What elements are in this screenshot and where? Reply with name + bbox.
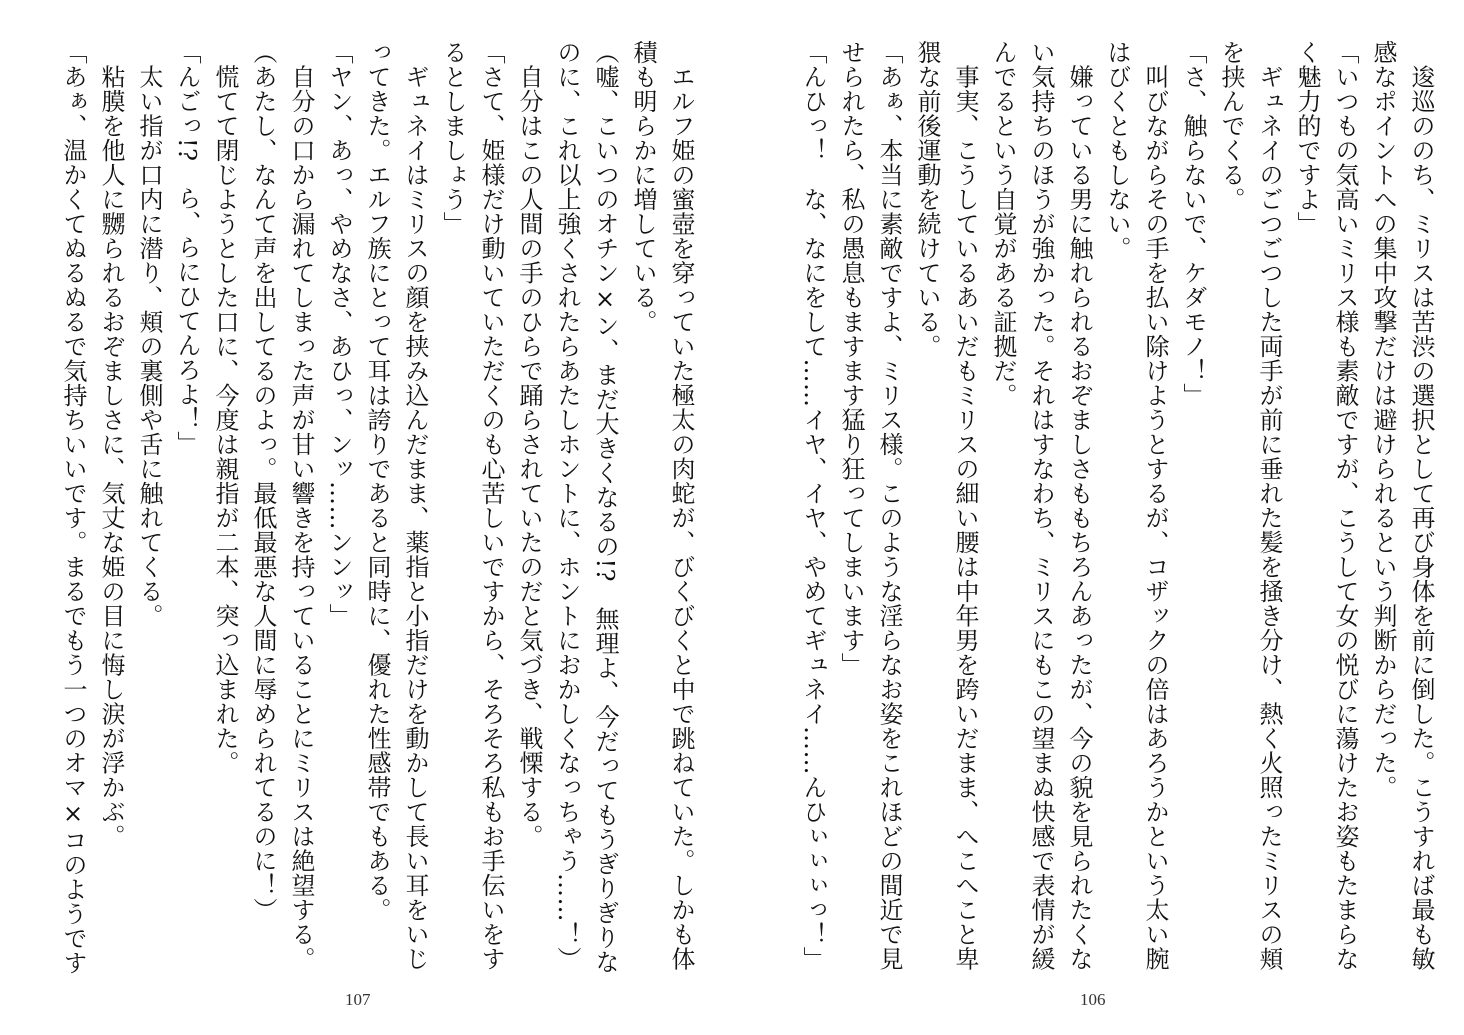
text-line: く魅力的ですよ」 [1293, 40, 1321, 236]
text-line: を挟んでくる。 [1217, 40, 1245, 212]
text-line: （嘘、こいつのオチン×ン、まだ大きくなるの!? 無理よ、今だってもうぎりぎりな [591, 40, 619, 975]
text-line: エルフ姫の蜜壺を穿っていた極太の肉蛇が、びくびくと中で跳ねていた。しかも体 [667, 40, 695, 971]
text-line: 感なポイントへの集中攻撃だけは避けられるという判断からだった。 [1369, 40, 1397, 800]
text-line: 事実、こうしているあいだもミリスの細い腰は中年男を跨いだまま、へこへこと卑 [951, 40, 979, 971]
text-line: い気持ちのほうが強かった。それはすなわち、ミリスにもこの望まぬ快感で表情が緩 [1027, 40, 1055, 971]
text-line: 慌てて閉じようとした口に、今度は親指が二本、突っ込まれた。 [211, 40, 239, 775]
text-line: 自分はこの人間の手のひらで踊らされていたのだと気づき、戦慄する。 [515, 40, 543, 849]
text-line: のに、これ以上強くされたらあたしホントに、ホントにおかしくなっちゃう……！） [553, 40, 581, 971]
text-line: 「んひっ！ な、なにをして……イヤ、イヤ、やめてギュネイ……んひぃぃぃっ！」 [799, 40, 827, 971]
text-line: 積も明らかに増している。 [629, 40, 657, 334]
right-page-text [780, 40, 1440, 971]
text-line: 嫌っている男に触れられるおぞましさももちろんあったが、今の貌を見られたくな [1065, 40, 1093, 971]
right-page-number: 106 [1080, 990, 1106, 1009]
left-page-number: 107 [345, 990, 371, 1009]
text-line: 「さ、触らないで、ケダモノ！」 [1179, 40, 1207, 408]
text-line: 猥な前後運動を続けている。 [913, 40, 941, 359]
text-line: 「ヤン、あっ、やめなさ、あひっ、ンッ……ンンッ」 [325, 40, 353, 628]
text-line: （あたし、なんて声を出してるのよっ。最低最悪な人間に辱められてるのに！） [249, 40, 277, 922]
text-line: ギュネイのごつごつした両手が前に垂れた髪を掻き分け、熱く火照ったミリスの頬 [1255, 40, 1283, 971]
text-line: んでるという自覚がある証拠だ。 [989, 40, 1017, 408]
text-line: 「んごっ!? ら、らにひてんろよ！」 [173, 40, 201, 456]
text-line: 自分の口から漏れてしまった声が甘い響きを持っていることにミリスは絶望する。 [287, 40, 315, 971]
text-line: るとしましょう」 [439, 40, 467, 236]
text-line: 「さて、姫様だけ動いていただくのも心苦しいですから、そろそろ私もお手伝いをす [477, 40, 505, 971]
text-line: ギュネイはミリスの顔を挟み込んだまま、薬指と小指だけを動かして長い耳をいじ [401, 40, 429, 971]
text-line: 「いつもの気高いミリス様も素敵ですが、こうして女の悦びに蕩けたお姿もたまらな [1331, 40, 1359, 971]
text-line: ってきた。エルフ族にとって耳は誇りであると同時に、優れた性感帯でもある。 [363, 40, 391, 922]
text-line: 「あぁ、本当に素敵ですよ、ミリス様。このような淫らなお姿をこれほどの間近で見 [875, 40, 903, 971]
text-line: はびくともしない。 [1103, 40, 1131, 261]
text-line: 叫びながらその手を払い除けようとするが、コザックの倍はあろうかという太い腕 [1141, 40, 1169, 971]
text-line: 粘膜を他人に嬲られるおぞましさに、気丈な姫の目に悔し涙が浮かぶ。 [97, 40, 125, 849]
text-line: 太い指が口内に潜り、頬の裏側や舌に触れてくる。 [135, 40, 163, 628]
text-line: 「あぁ、温かくてぬるぬるで気持ちいいです。まるでもう一つのオマ×コのようです [59, 40, 87, 975]
left-page-text [50, 40, 700, 975]
text-line: せられたら、私の愚息もますます猛り狂ってしまいます」 [837, 40, 865, 677]
text-line: 逡巡ののち、ミリスは苦渋の選択として再び身体を前に倒した。こうすれば最も敏 [1407, 40, 1435, 971]
